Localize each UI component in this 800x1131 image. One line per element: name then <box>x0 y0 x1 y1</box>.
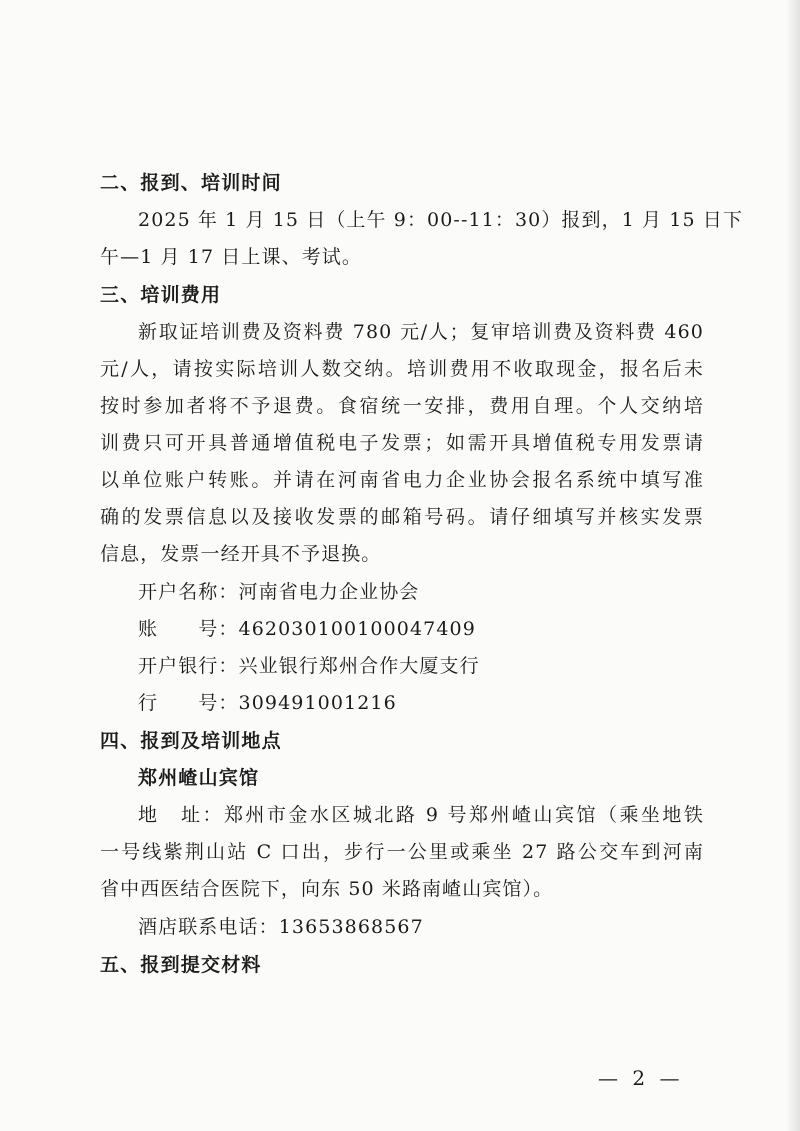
address-line: 省中西医结合医院下，向东 50 米路南嵖山宾馆）。 <box>100 878 554 900</box>
section-3-paragraph-line: 训费只可开具普通增值税电子发票；如需开具增值税专用发票请 <box>100 432 704 454</box>
bank-code-line: 行 号：309491001216 <box>138 692 397 714</box>
address-line: 地 址：郑州市金水区城北路 9 号郑州嵖山宾馆（乘坐地铁 <box>138 804 704 826</box>
address-line: 一号线紫荆山站 C 口出，步行一公里或乘坐 27 路公交车到河南 <box>100 841 704 863</box>
section-5-heading: 五、报到提交材料 <box>100 954 262 976</box>
account-name-line: 开户名称：河南省电力企业协会 <box>138 581 420 603</box>
section-3-paragraph-line: 信息，发票一经开具不予退换。 <box>100 543 382 565</box>
section-3-paragraph-line: 确的发票信息以及接收发票的邮箱号码。请仔细填写并核实发票 <box>100 506 704 528</box>
section-4-heading: 四、报到及培训地点 <box>100 730 282 752</box>
bank-name-line: 开户银行：兴业银行郑州合作大厦支行 <box>138 655 480 677</box>
section-2-paragraph-line: 午—1 月 17 日上课、考试。 <box>100 246 362 268</box>
section-2-heading: 二、报到、培训时间 <box>100 172 282 194</box>
hotel-phone-line: 酒店联系电话：13653868567 <box>138 916 424 938</box>
page-number: — 2 — <box>598 1066 684 1090</box>
section-3-paragraph-line: 按时参加者将不予退费。食宿统一安排，费用自理。个人交纳培 <box>100 395 704 417</box>
section-3-heading: 三、培训费用 <box>100 284 222 306</box>
venue-name: 郑州嵖山宾馆 <box>138 767 260 789</box>
section-2-paragraph-line: 2025 年 1 月 15 日（上午 9：00--11：30）报到，1 月 15 日下 <box>138 209 743 231</box>
section-3-paragraph-line: 元/人，请按实际培训人数交纳。培训费用不收取现金，报名后未 <box>100 358 704 380</box>
account-number-line: 账 号：462030100100047409 <box>138 618 476 640</box>
section-3-paragraph-line: 新取证培训费及资料费 780 元/人；复审培训费及资料费 460 <box>138 321 704 343</box>
section-3-paragraph-line: 以单位账户转账。并请在河南省电力企业协会报名系统中填写准 <box>100 469 704 491</box>
scan-edge-shadow <box>786 0 800 1131</box>
